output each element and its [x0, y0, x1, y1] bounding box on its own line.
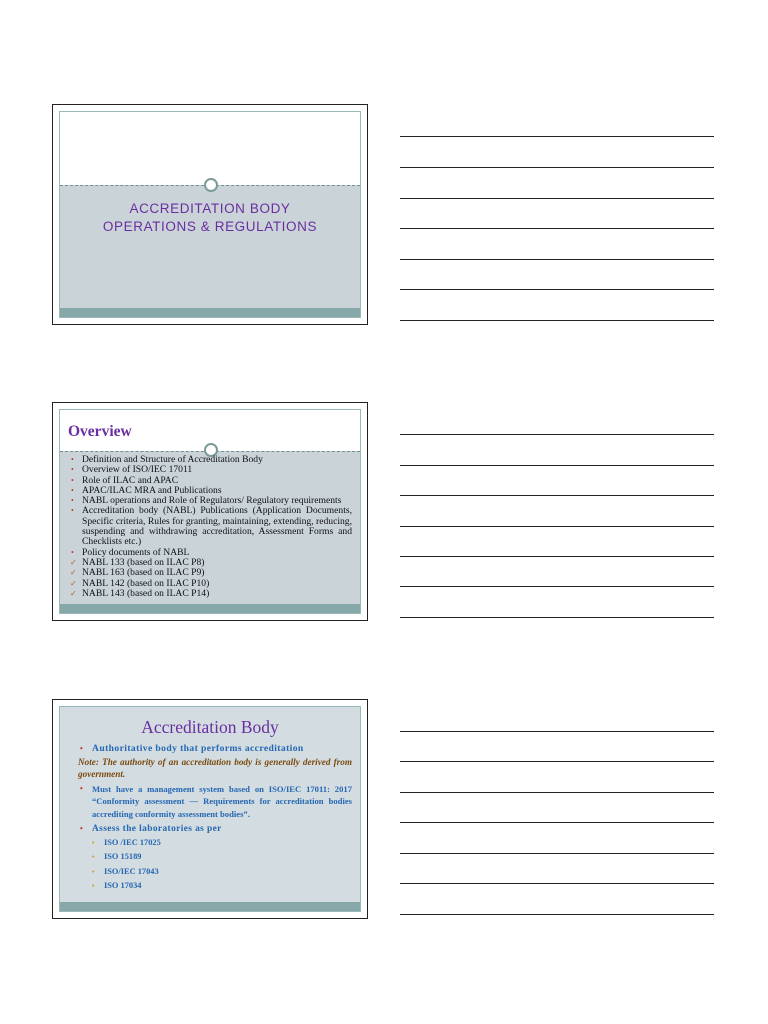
check-item: ✓ NABL 142 (based on ILAC P10) — [70, 577, 210, 589]
title-line-1: ACCREDITATION BODY — [129, 201, 291, 216]
slide-2 — [52, 402, 368, 621]
note-text: Note: The authority of an accreditation body is generally derived from government. — [78, 756, 352, 779]
slide-1-frame — [59, 111, 361, 318]
point-management-system: • Must have a management system based on ISO/IEC 17011: 2017 “Conformity assessment — Requirements for accreditation bodies accrediting conformity assessment bodies”. — [80, 783, 352, 819]
title-line-2: OPERATIONS & REGULATIONS — [102, 219, 318, 234]
point-authoritative: • Authoritative body that performs accreditation — [80, 743, 304, 754]
standard-item: • ISO 15189 — [92, 852, 142, 861]
slide-2-frame — [59, 409, 361, 614]
check-icon: ✓ — [70, 568, 77, 578]
slide-footer-bar — [60, 902, 360, 911]
list-item: • Definition and Structure of Accreditation Body — [71, 454, 263, 465]
slide-3-title: Accreditation Body — [141, 717, 279, 737]
slide-1-title — [60, 200, 360, 236]
check-icon: ✓ — [70, 578, 77, 588]
list-item: • NABL operations and Role of Regulators/ Regulatory requirements — [71, 495, 342, 507]
check-item: ✓ NABL 163 (based on ILAC P9) — [70, 567, 205, 579]
slide-footer-bar — [60, 308, 360, 317]
check-item: ✓ NABL 143 (based on ILAC P14) — [70, 587, 210, 599]
list-item: • APAC/ILAC MRA and Publications — [71, 484, 222, 496]
slide-3 — [52, 699, 368, 919]
slide-1 — [52, 104, 368, 325]
point-assess: • Assess the laboratories as per — [80, 824, 222, 834]
check-item: ✓ NABL 133 (based on ILAC P8) — [70, 556, 205, 568]
slide-footer-bar — [60, 604, 360, 613]
list-item: • Policy documents of NABL — [71, 546, 190, 558]
list-item: • Accreditation body (NABL) Publications (Application Documents, Specific criteria, Rules for granting, maintaining, extending, reducing, suspending and withdrawing accreditation, Assessment Forms and Checklists etc.) — [71, 505, 352, 548]
check-icon: ✓ — [70, 557, 77, 567]
overview-list — [70, 455, 352, 599]
standard-item: • ISO /IEC 17025 — [92, 837, 161, 847]
list-item: • Overview of ISO/IEC 17011 — [71, 464, 193, 476]
slide-3-frame — [59, 706, 361, 912]
slide-3-body — [74, 743, 352, 894]
divider-circle — [204, 178, 218, 192]
check-icon: ✓ — [70, 588, 77, 598]
standard-item: • ISO/IEC 17043 — [92, 866, 159, 876]
list-item: • Role of ILAC and APAC — [71, 474, 179, 486]
slide-2-title: Overview — [68, 423, 132, 440]
standard-item: • ISO 17034 — [92, 881, 142, 890]
